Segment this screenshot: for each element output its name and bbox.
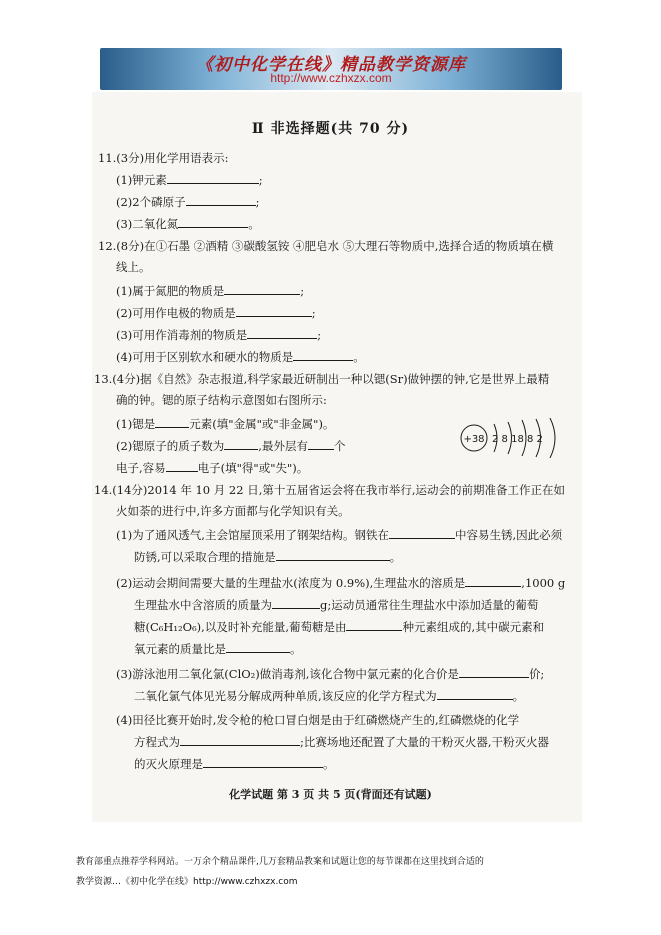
q11-stem: 11.(3分)用化学用语表示: — [98, 151, 229, 165]
q13-a: (1)锶是 元素(填"金属"或"非金属")。 — [116, 417, 335, 431]
q12-b: (2)可用作电极的物质是 ; — [116, 306, 316, 320]
strontium-atom-diagram — [456, 418, 566, 458]
q14-p1a: (1)为了通风透气,主会馆屋顶采用了钢架结构。钢铁在 中容易生锈,因此必须 — [116, 528, 563, 542]
q14-p1c: 防锈,可以采取合理的措施是 。 — [134, 550, 402, 564]
q11-b: (2)2个磷原子 ; — [116, 195, 260, 209]
q14-p2g: 氧元素的质量比是 。 — [134, 642, 302, 656]
q14-p4d: 的灭火原理是 。 — [134, 757, 335, 771]
q11-c: (3)二氧化氮 。 — [116, 217, 260, 231]
shell-electrons: 2 8 18 8 2 — [492, 434, 543, 445]
q12-a: (1)属于氮肥的物质是 ; — [116, 284, 305, 298]
q14-p3a: (3)游泳池用二氧化氯(ClO₂)做消毒剂,该化合物中氯元素的化合价是 价; — [116, 667, 545, 681]
banner-url: http://www.czhxzx.com — [270, 71, 392, 85]
q13-b-cont: 电子,容易 电子(填"得"或"失")。 — [116, 461, 309, 475]
q14-l1: 14.(14分)2014 年 10 月 22 日,第十五届省运会将在我市举行,运动会的前期准备工作正在如 — [94, 483, 566, 497]
exam-page-footer: 化学试题 第 3 页 共 5 页(背面还有试题) — [229, 788, 432, 801]
section-title: Ⅱ 非选择题(共 70 分) — [251, 121, 410, 137]
nucleus-label: +38 — [463, 434, 485, 445]
site-banner — [100, 48, 562, 90]
q14-p2a: (2)运动会期间需要大量的生理盐水(浓度为 0.9%),生理盐水的溶质是 ,1000 g — [116, 576, 566, 590]
q13-stem: 13.(4分)据《自然》杂志报道,科学家最近研制出一种以锶(Sr)做钟摆的钟,它是世界上最精 — [94, 372, 550, 386]
q14-p2e: 糖(C₆H₁₂O₆),以及时补充能量,葡萄糖是由 种元素组成的,其中碳元素和 — [134, 620, 545, 634]
q14-p4b: 方程式为 ;比赛场地还配置了大量的干粉灭火器,干粉灭火器 — [134, 735, 550, 749]
q12-stem: 12.(8分)在①石墨 ②酒精 ③碳酸氢铵 ④肥皂水 ⑤大理石等物质中,选择合适的物质填在横 — [98, 239, 554, 253]
banner-title: 《初中化学在线》精品教学资源库 — [196, 55, 466, 75]
site-footer-line1: 教育部重点推荐学科网站。一万余个精品课件,几万套精品教案和试题让您的每节课都在这里找到合适的 — [76, 857, 484, 867]
q14-p3c: 二氧化氯气体见光易分解成两种单质,该反应的化学方程式为 。 — [134, 689, 525, 703]
q14-l2: 火如荼的进行中,许多方面都与化学知识有关。 — [116, 504, 350, 518]
q12-stem2: 线上。 — [116, 260, 151, 274]
q12-d: (4)可用于区别软水和硬水的物质是 。 — [116, 350, 365, 364]
q13-stem2: 确的钟。锶的原子结构示意图如右图所示: — [116, 393, 327, 407]
q14-p4a: (4)田径比赛开始时,发令枪的枪口冒白烟是由于红磷燃烧产生的,红磷燃烧的化学 — [116, 713, 520, 727]
q14-p2c: 生理盐水中含溶质的质量为 g;运动员通常往生理盐水中添加适量的葡萄 — [134, 598, 539, 612]
site-footer-line2: 教学资源…《初中化学在线》http://www.czhxzx.com — [76, 877, 298, 887]
q12-c: (3)可用作消毒剂的物质是 ; — [116, 328, 322, 342]
q13-b: (2)锶原子的质子数为 ,最外层有 个 — [116, 439, 346, 453]
q11-a: (1)钾元素 ; — [116, 173, 263, 187]
